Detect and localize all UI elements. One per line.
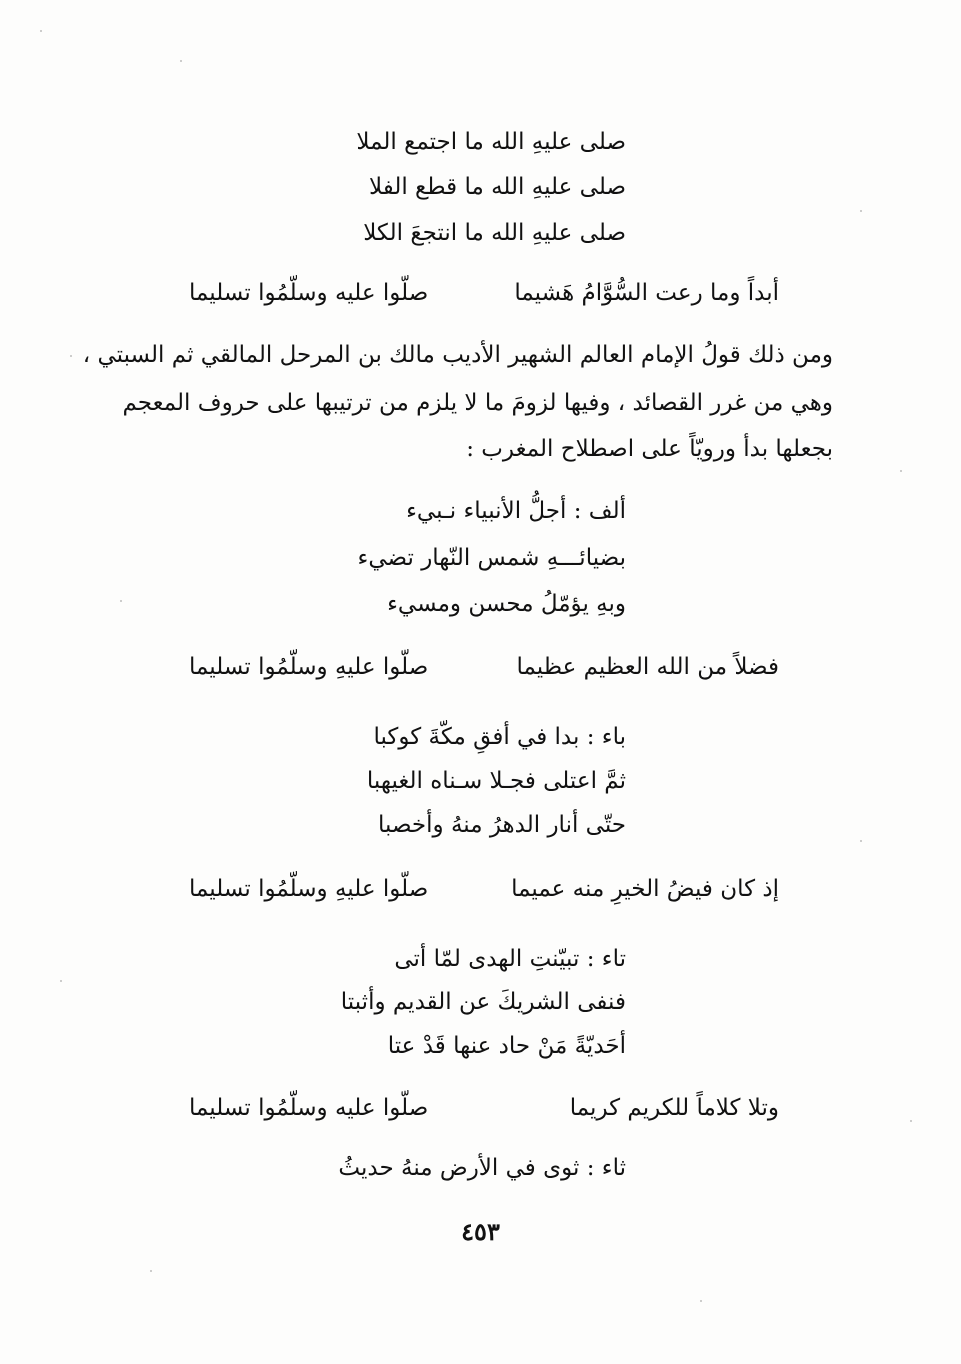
refrain-line	[189, 874, 779, 904]
intro-paragraph-line: بجعلها بدأ ورويّاً على اصطلاح المغرب :	[466, 436, 833, 462]
refrain-first-half: إذ كان فيضُ الخيرِ منه عميما	[511, 876, 779, 902]
paper-speck	[900, 470, 902, 472]
intro-paragraph-line: ومن ذلك قولُ الإمام العالم الشهير الأديب مالك بن المرحل المالقي ثم السبتي ،	[82, 342, 833, 368]
verse-line: صلى عليهِ الله ما انتجعَ الكلا	[363, 220, 626, 246]
paper-speck	[860, 210, 862, 212]
refrain-second-half: صلّوا عليه وسلّمُوا تسليما	[189, 280, 429, 306]
refrain-second-half: صلّوا عليه وسلّمُوا تسليما	[189, 1095, 429, 1121]
verse-line: حتّى أنار الدهرُ منهُ وأخصبا	[378, 812, 626, 838]
paper-speck	[70, 355, 72, 357]
verse-line: باء : بدا في أفقِ مكّةَ كوكبا	[373, 724, 626, 750]
refrain-first-half: فضلاً من الله العظيم عظيما	[516, 654, 779, 680]
refrain-line	[189, 652, 779, 682]
refrain-first-half: وتلا كلاماً للكريم كريما	[569, 1095, 779, 1121]
verse-line: صلى عليهِ الله ما اجتمع الملا	[356, 129, 626, 155]
refrain-line	[189, 1093, 779, 1123]
verse-line: وبهِ يؤمّلُ محسن ومسيء	[387, 591, 626, 617]
verse-line: بضيائـــهِ شمس النّهار تضيء	[357, 545, 626, 571]
refrain-second-half: صلّوا عليهِ وسلّمُوا تسليما	[189, 654, 429, 680]
paper-speck	[40, 30, 42, 32]
paper-speck	[60, 980, 62, 982]
refrain-first-half: أبداً وما رعت السُّوَّامُ هَشيما	[514, 280, 779, 306]
verse-line: أحَديّةً مَنْ حاد عنها قَدْ عتا	[387, 1033, 626, 1059]
paper-speck	[180, 60, 182, 62]
paper-speck	[700, 1300, 702, 1302]
intro-paragraph-line: وهي من غرر القصائد ، وفيها لزومَ ما لا يلزم من ترتيبها على حروف المعجم	[122, 390, 833, 416]
verse-line: ثاء : ثوى في الأرض منهُ حديثُ	[338, 1155, 626, 1181]
refrain-line	[189, 278, 779, 308]
verse-line: فنفى الشريكَ عن القديم وأثبتا	[340, 989, 626, 1015]
page-number: ٤٥٣	[461, 1217, 500, 1246]
verse-line: تاء : تبيّنتِ الهدى لمّا أتى	[394, 946, 626, 972]
verse-line: ثمَّ اعتلى فجـلا سـناه الغيهبا	[366, 768, 626, 794]
paper-speck	[150, 1270, 152, 1272]
verse-line: ألف : أجلُّ الأنبياء نـبيء	[406, 498, 626, 524]
paper-speck	[910, 1120, 912, 1122]
refrain-second-half: صلّوا عليهِ وسلّمُوا تسليما	[189, 876, 429, 902]
paper-speck	[120, 600, 122, 602]
verse-line: صلى عليهِ الله ما قطع الفلا	[368, 174, 626, 200]
paper-speck	[860, 840, 862, 842]
